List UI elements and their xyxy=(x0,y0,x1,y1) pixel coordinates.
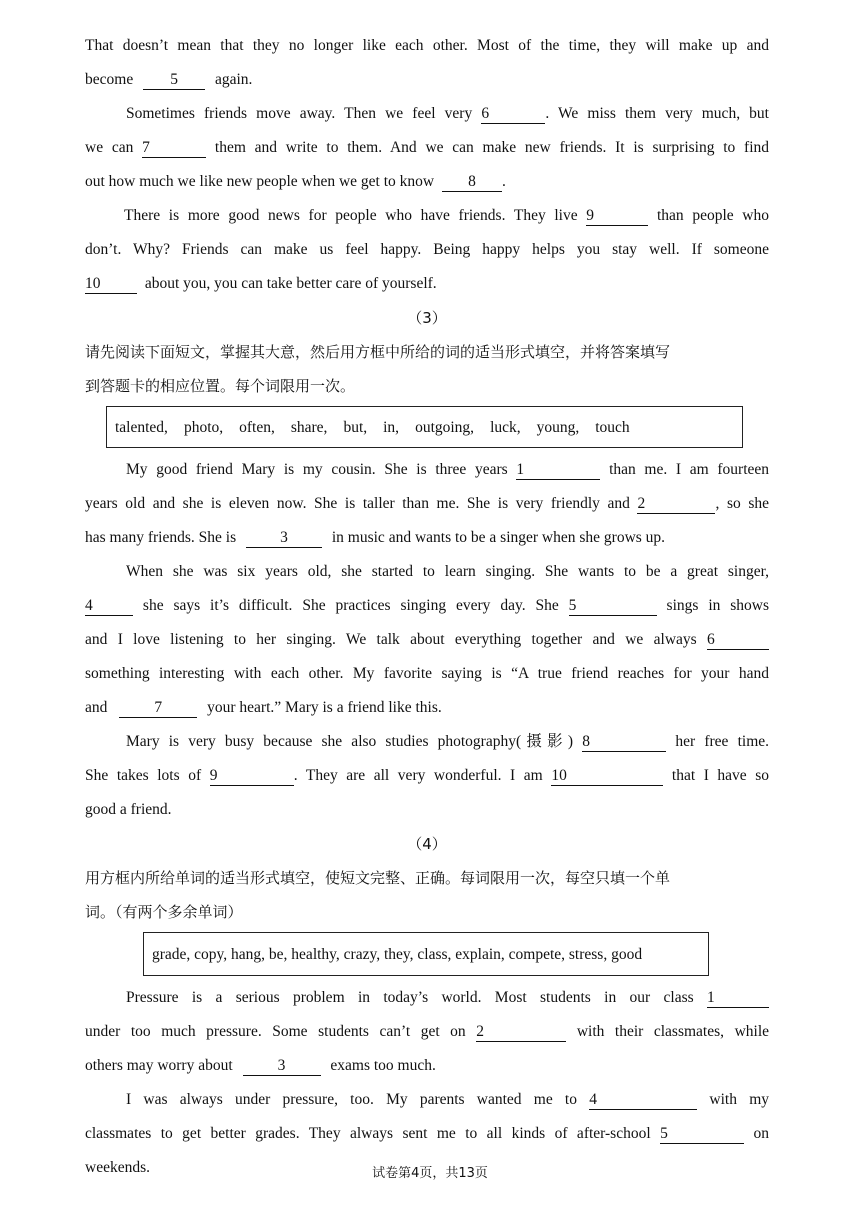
answer-blank: 7 xyxy=(142,139,206,158)
word-bank-item: luck, xyxy=(490,419,521,436)
text-line: under too much pressure. Some students can’t get on 2 with their classmates, while xyxy=(85,1023,769,1040)
text-line: I was always under pressure, too. My parents wanted me to 4 with my xyxy=(126,1091,769,1108)
word-bank-box xyxy=(143,932,709,976)
text-line: My good friend Mary is my cousin. She is three years 1 than me. I am fourteen xyxy=(126,461,769,478)
text-line: others may worry about 3 exams too much. xyxy=(85,1057,436,1074)
text-line: out how much we like new people when we get to know 8 . xyxy=(85,173,506,190)
text-line: become 5 again. xyxy=(85,71,253,88)
answer-blank: 1 xyxy=(707,989,769,1008)
answer-blank: 8 xyxy=(582,733,666,752)
instruction-line: 请先阅读下面短文，掌握其大意，然后用方框中所给的词的适当形式填空，并将答案填写 xyxy=(85,343,671,361)
text-line: Mary is very busy because she also studies photography(摄影) 8 her free time. xyxy=(126,733,769,750)
text-line: don’t. Why? Friends can make us feel happy. Being happy helps you stay well. If someone xyxy=(85,241,769,258)
page-footer: 试卷第4页，共13页 xyxy=(372,1166,488,1181)
answer-blank: 5 xyxy=(569,597,657,616)
instruction-line: 词。（有两个多余单词） xyxy=(85,903,243,921)
text-line: There is more good news for people who have friends. They live 9 than people who xyxy=(124,207,769,224)
text-line: classmates to get better grades. They always sent me to all kinds of after-school 5 on xyxy=(85,1125,769,1142)
word-bank-item: but, xyxy=(343,419,368,436)
text-line: Pressure is a serious problem in today’s world. Most students in our class 1 xyxy=(85,981,769,1015)
word-bank-box xyxy=(106,406,743,448)
answer-blank: 2 xyxy=(637,495,715,514)
text-line: years old and she is eleven now. She is taller than me. She is very friendly and 2 , so she xyxy=(85,495,769,512)
answer-blank: 9 xyxy=(586,207,648,226)
section-heading: （4） xyxy=(407,835,447,853)
instruction-line: 到答题卡的相应位置。每个词限用一次。 xyxy=(85,377,356,395)
text-line: good a friend. xyxy=(85,801,172,818)
text-line: and 7 your heart.” Mary is a friend like this. xyxy=(85,699,442,716)
word-bank-item: photo, xyxy=(183,419,224,436)
word-bank-list: grade, copy, hang, be, healthy, crazy, they, class, explain, compete, stress, good xyxy=(152,946,643,963)
text-line: weekends. xyxy=(85,1159,150,1176)
answer-blank: 10 xyxy=(551,767,663,786)
text-line: has many friends. She is 3 in music and wants to be a singer when she grows up. xyxy=(85,529,666,546)
answer-blank: 2 xyxy=(476,1023,566,1042)
text-line: She takes lots of 9 . They are all very wonderful. I am 10 that I have so xyxy=(85,767,769,784)
exam-page xyxy=(85,29,769,1185)
word-bank-item: in, xyxy=(383,419,400,436)
word-bank-item: touch xyxy=(595,419,630,436)
text-line: and I love listening to her singing. We talk about everything together and we always 6 xyxy=(85,623,769,657)
answer-blank: 4 xyxy=(85,597,133,616)
answer-blank: 4 xyxy=(589,1091,697,1110)
answer-blank: 5 xyxy=(143,71,205,90)
instruction-line: 用方框内所给单词的适当形式填空，使短文完整、正确。每词限用一次，每空只填一个单 xyxy=(85,869,671,887)
word-bank-item: share, xyxy=(290,419,328,436)
word-bank-item: outgoing, xyxy=(415,419,475,436)
text-line: we can 7 them and write to them. And we can make new friends. It is surprising to find xyxy=(85,139,769,156)
answer-blank: 7 xyxy=(119,699,197,718)
answer-blank: 10 xyxy=(85,275,137,294)
text-line: something interesting with each other. My favorite saying is “A true friend reaches for your hand xyxy=(85,665,769,682)
answer-blank: 6 xyxy=(481,105,545,124)
word-bank-item: often, xyxy=(239,419,275,436)
answer-blank: 3 xyxy=(246,529,322,548)
answer-blank: 9 xyxy=(210,767,294,786)
text-line: 10 about you, you can take better care of yourself. xyxy=(85,275,437,292)
text-line: 4 she says it’s difficult. She practices singing every day. She 5 sings in shows xyxy=(85,597,769,614)
answer-blank: 5 xyxy=(660,1125,744,1144)
text-line: Sometimes friends move away. Then we feel very 6 . We miss them very much, but xyxy=(126,105,769,122)
answer-blank: 3 xyxy=(243,1057,321,1076)
word-bank-item: talented, xyxy=(115,419,168,436)
answer-blank: 6 xyxy=(707,631,769,650)
text-line: When she was six years old, she started to learn singing. She wants to be a great singer, xyxy=(126,563,769,580)
section-heading: （3） xyxy=(407,309,447,327)
answer-blank: 8 xyxy=(442,173,502,192)
answer-blank: 1 xyxy=(516,461,600,480)
text-line: That doesn’t mean that they no longer like each other. Most of the time, they will make up and xyxy=(85,37,769,54)
word-bank-item: young, xyxy=(536,419,580,436)
